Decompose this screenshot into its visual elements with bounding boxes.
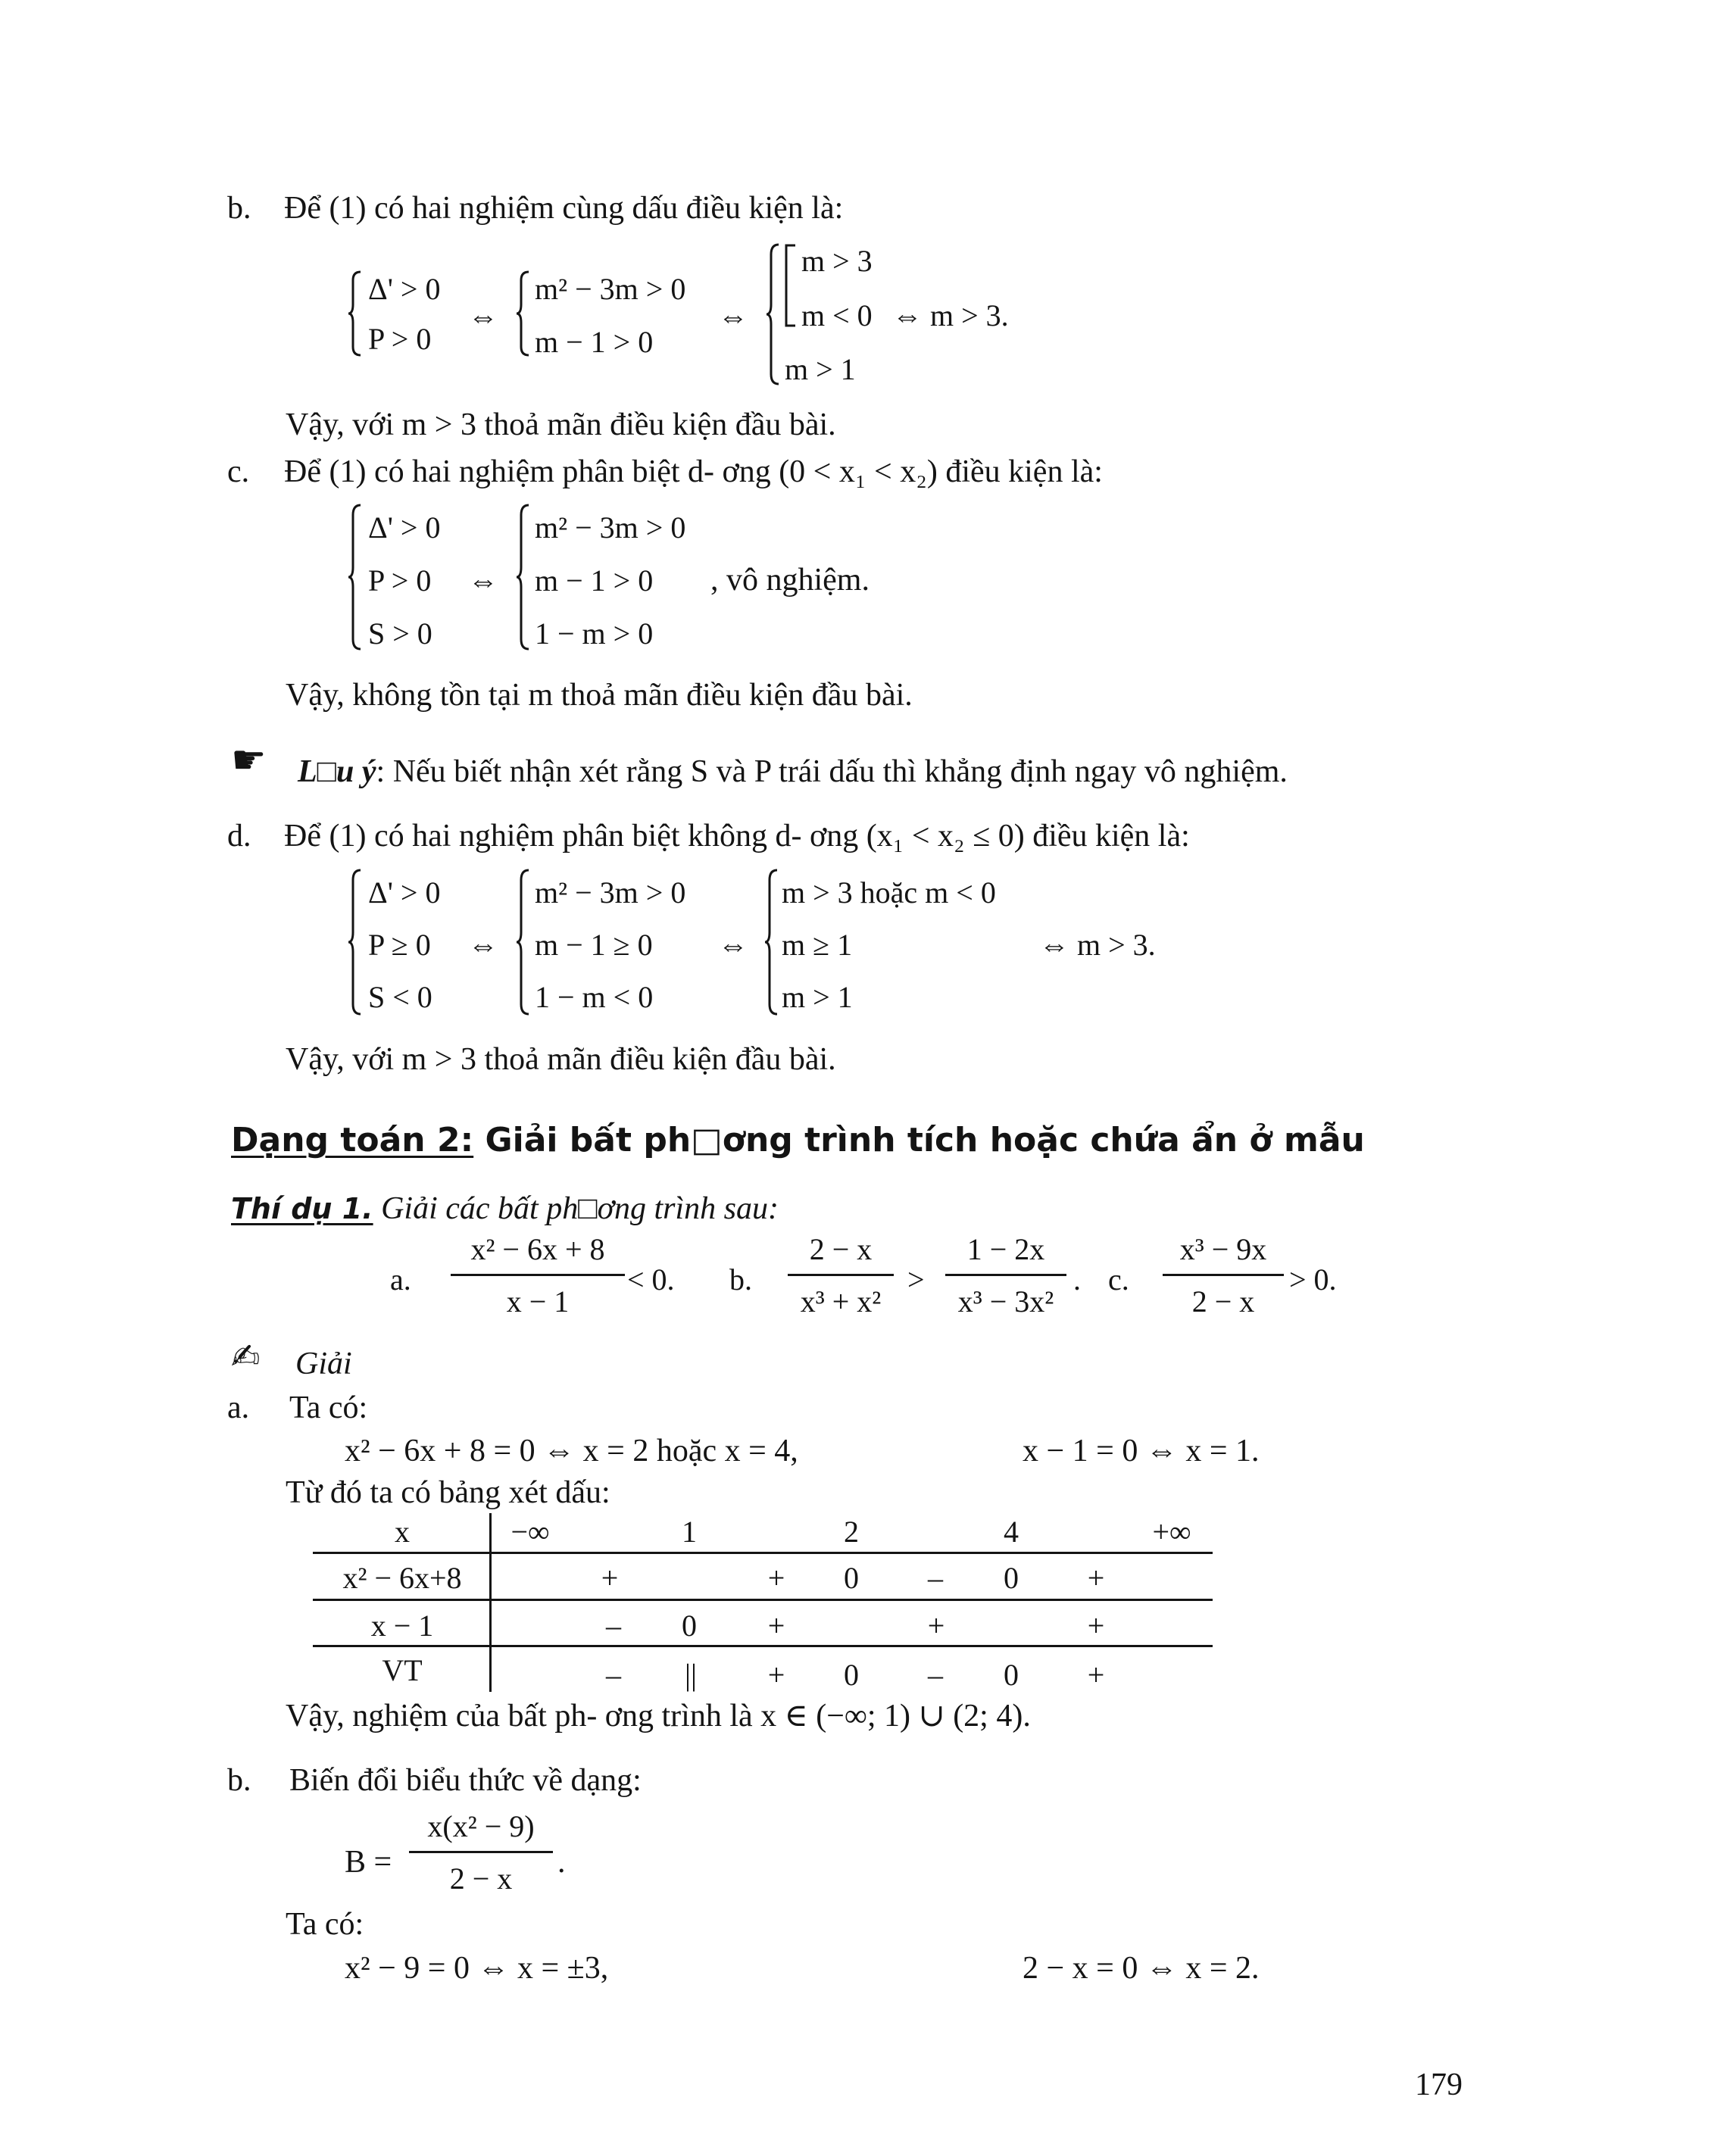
- table-rule: [313, 1552, 1213, 1554]
- table-cell: 0: [1004, 1658, 1019, 1692]
- part-d-brace-1: [347, 868, 365, 1016]
- example-line: [231, 1193, 779, 1225]
- table-cell: 0: [844, 1658, 859, 1692]
- solution-b-label: b.: [227, 1763, 251, 1798]
- fraction-bar: [451, 1274, 625, 1276]
- solution-a-table-intro: Từ đó ta có bảng xét dấu:: [286, 1475, 610, 1510]
- section-heading-label: Dạng toán 2:: [231, 1121, 474, 1159]
- table-cell: –: [606, 1609, 621, 1643]
- example-b-fraction-1: [788, 1234, 894, 1317]
- example-label: Thí dụ 1.: [231, 1192, 373, 1225]
- table-cell: –: [928, 1561, 943, 1595]
- example-b-numerator-1: 2 − x: [809, 1232, 873, 1266]
- solution-b-intro2: Ta có:: [286, 1907, 364, 1942]
- section-heading: [231, 1121, 1365, 1159]
- part-d-brace-2: [515, 868, 533, 1016]
- part-b-sys2-line1: m² − 3m > 0: [535, 272, 686, 306]
- part-d-sys1-line1: Δ' > 0: [368, 875, 441, 910]
- table-rule: [313, 1599, 1213, 1601]
- solution-b-intro: Biến đổi biểu thức về dạng:: [289, 1763, 642, 1798]
- part-c-brace-1: [347, 503, 365, 651]
- part-c-brace-2: [515, 503, 533, 651]
- fraction-bar: [409, 1851, 553, 1853]
- example-b-numerator-2: 1 − 2x: [966, 1232, 1045, 1266]
- part-d-sys3-line2: m ≥ 1: [782, 928, 853, 962]
- table-row-label: VT: [382, 1653, 423, 1687]
- part-c-conclusion: Vậy, không tồn tại m thoả mãn điều kiện đầu bài.: [286, 678, 913, 713]
- part-d-sys3-line1: m > 3 hoặc m < 0: [782, 875, 996, 910]
- part-d-arrow-2: ⇔: [718, 928, 748, 962]
- part-d-sys1-line3: S < 0: [368, 980, 432, 1014]
- solution-b-eq1: x² − 9 = 0 ⇔ x = ±3,: [345, 1951, 609, 1986]
- table-cell: +: [927, 1609, 945, 1643]
- part-c-text: Để (1) có hai nghiệm phân biệt d- ơng (0 < x₁ < x₂) điều kiện là:: [284, 454, 1103, 489]
- table-cell: 0: [682, 1609, 697, 1643]
- part-c-sys2-line1: m² − 3m > 0: [535, 510, 686, 545]
- table-header-neg-inf: −∞: [510, 1515, 550, 1549]
- part-c-sys2-line3: 1 − m > 0: [535, 616, 654, 651]
- part-c-arrow: ⇔: [468, 563, 498, 598]
- part-d-label: d.: [227, 819, 251, 853]
- example-a-fraction: [451, 1234, 625, 1317]
- part-c-sys2-line2: m − 1 > 0: [535, 563, 654, 598]
- solution-b-fraction: [409, 1809, 553, 1896]
- note-line: [298, 756, 1288, 788]
- solution-b-numerator: x(x² − 9): [427, 1809, 535, 1843]
- part-d-conclusion: Vậy, với m > 3 thoả mãn điều kiện đầu bài.: [286, 1042, 836, 1077]
- part-d-sys2-line3: 1 − m < 0: [535, 980, 654, 1014]
- table-cell: ||: [684, 1658, 698, 1692]
- example-b-denominator-2: x³ − 3x²: [957, 1284, 1054, 1318]
- note-label: L□u ý: [298, 754, 376, 789]
- page-number: 179: [1415, 2067, 1463, 2102]
- table-divider-vertical: [489, 1513, 492, 1692]
- fraction-bar: [945, 1274, 1066, 1276]
- example-b-label: b.: [729, 1262, 752, 1297]
- example-b-relation: >: [907, 1262, 925, 1297]
- part-d-sys2-line1: m² − 3m > 0: [535, 875, 686, 910]
- writing-hand-icon: ✍: [231, 1336, 261, 1377]
- part-d-sys3-line3: m > 1: [782, 980, 853, 1014]
- table-cell: +: [767, 1561, 785, 1595]
- part-b-inner-line1: m > 3: [801, 244, 873, 278]
- table-cell: +: [601, 1561, 619, 1595]
- table-cell: +: [1087, 1609, 1105, 1643]
- solution-b-eq2: 2 − x = 0 ⇔ x = 2.: [1023, 1951, 1260, 1986]
- table-cell: 0: [1004, 1561, 1019, 1595]
- part-b-sys1-line1: Δ' > 0: [368, 272, 441, 306]
- part-b-conclusion: Vậy, với m > 3 thoả mãn điều kiện đầu bài.: [286, 407, 836, 442]
- part-c-tail: , vô nghiệm.: [710, 563, 870, 598]
- part-b-inner-line2: m < 0: [801, 298, 873, 332]
- table-header-pos-inf: +∞: [1152, 1515, 1191, 1549]
- part-b-sys1-line2: P > 0: [368, 322, 432, 356]
- table-header-2: 2: [844, 1515, 859, 1549]
- solution-a-intro: Ta có:: [289, 1390, 368, 1425]
- example-a-numerator: x² − 6x + 8: [470, 1232, 605, 1266]
- section-heading-text: Giải bất ph□ơng trình tích hoặc chứa ẩn ở mẫu: [473, 1121, 1365, 1159]
- example-c-denominator: 2 − x: [1191, 1284, 1255, 1318]
- example-c-relation: > 0.: [1289, 1262, 1337, 1297]
- part-b-text: Để (1) có hai nghiệm cùng dấu điều kiện là:: [284, 191, 844, 226]
- part-d-result: ⇔ m > 3.: [1039, 928, 1156, 962]
- part-b-brace-1: [347, 270, 365, 357]
- part-b-brace-2: [515, 270, 533, 357]
- table-row-label: x² − 6x+8: [342, 1561, 462, 1595]
- part-c-sys1-line3: S > 0: [368, 616, 432, 651]
- table-cell: +: [1087, 1658, 1105, 1692]
- solution-b-denominator: 2 − x: [449, 1861, 513, 1896]
- table-row-label: x − 1: [370, 1609, 434, 1643]
- part-b-outer-line3: m > 1: [785, 352, 856, 386]
- part-d-arrow-1: ⇔: [468, 928, 498, 962]
- example-c-fraction: [1163, 1234, 1284, 1317]
- solution-a-eq1: x² − 6x + 8 = 0 ⇔ x = 2 hoặc x = 4,: [345, 1434, 798, 1468]
- table-cell: +: [767, 1609, 785, 1643]
- table-header-4: 4: [1004, 1515, 1019, 1549]
- part-c-sys1-line1: Δ' > 0: [368, 510, 441, 545]
- table-rule: [313, 1645, 1213, 1647]
- part-b-arrow-1: ⇔: [468, 299, 498, 333]
- table-cell: –: [928, 1658, 943, 1692]
- example-b-end: .: [1073, 1262, 1081, 1297]
- part-b-outer-brace: [765, 242, 783, 386]
- part-c-sys1-line2: P > 0: [368, 563, 432, 598]
- table-cell: +: [1087, 1561, 1105, 1595]
- pointing-hand-icon: ☛: [231, 738, 267, 783]
- part-d-brace-3: [763, 868, 782, 1016]
- example-c-numerator: x³ − 9x: [1179, 1232, 1267, 1266]
- part-b-sys2-line2: m − 1 > 0: [535, 325, 654, 359]
- solution-label: Giải: [295, 1347, 352, 1381]
- fraction-bar: [1163, 1274, 1284, 1276]
- note-text: : Nếu biết nhận xét rằng S và P trái dấu thì khẳng định ngay vô nghiệm.: [376, 754, 1288, 789]
- part-d-sys2-line2: m − 1 ≥ 0: [535, 928, 653, 962]
- example-b-fraction-2: [945, 1234, 1066, 1317]
- part-b-label: b.: [227, 191, 251, 226]
- fraction-bar: [788, 1274, 894, 1276]
- table-header-x: x: [395, 1515, 410, 1549]
- example-text: Giải các bất ph□ơng trình sau:: [373, 1191, 779, 1226]
- part-b-result: ⇔ m > 3.: [892, 298, 1009, 332]
- part-b-inner-bracket: [782, 244, 798, 329]
- table-cell: –: [606, 1658, 621, 1692]
- table-cell: +: [767, 1658, 785, 1692]
- part-b-arrow-2: ⇔: [718, 299, 748, 333]
- example-a-label: a.: [390, 1262, 411, 1297]
- solution-a-label: a.: [227, 1390, 250, 1425]
- solution-a-conclusion: Vậy, nghiệm của bất ph- ơng trình là x ∈ (−∞; 1) ∪ (2; 4).: [286, 1699, 1031, 1734]
- table-header-1: 1: [682, 1515, 697, 1549]
- example-a-relation: < 0.: [627, 1262, 675, 1297]
- part-d-text: Để (1) có hai nghiệm phân biệt không d- ơng (x₁ < x₂ ≤ 0) điều kiện là:: [284, 819, 1190, 853]
- example-c-label: c.: [1108, 1262, 1129, 1297]
- part-d-sys1-line2: P ≥ 0: [368, 928, 431, 962]
- solution-b-end: .: [557, 1845, 566, 1880]
- table-cell: 0: [844, 1561, 859, 1595]
- solution-a-eq2: x − 1 = 0 ⇔ x = 1.: [1023, 1434, 1260, 1468]
- example-a-denominator: x − 1: [506, 1284, 570, 1318]
- solution-b-lhs: B =: [345, 1845, 392, 1880]
- example-b-denominator-1: x³ + x²: [800, 1284, 882, 1318]
- part-c-label: c.: [227, 454, 250, 489]
